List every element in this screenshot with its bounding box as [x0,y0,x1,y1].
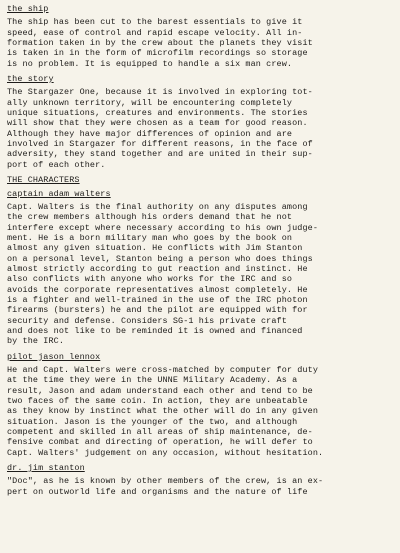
text-line: port of each other. [7,159,106,170]
section-heading: THE CHARACTERS [7,175,80,186]
section-body [7,476,394,497]
section-heading: pilot jason lennox [7,351,101,362]
section-body [7,365,394,458]
text-line: competent and skilled in all areas of ship maintenance, de- [7,427,313,438]
text-line: ally unknown territory, will be encountering completely [7,97,293,108]
section-body [7,202,394,347]
text-line: avoids the corporate representatives almost completely. He [7,284,308,295]
text-line: fensive combat and directing of operation, he will defer to [7,437,313,448]
text-line: by the IRC. [7,336,65,347]
text-line: at the time they were in the UNNE Military Academy. As a [7,375,298,386]
text-line: firearms (bursters) he and the pilot are equipped with for [7,305,308,316]
text-line: is no problem. It is equipped to handle a six man crew. [7,58,293,69]
text-line: "Doc", as he is known by other members of the crew, is an ex- [7,476,324,487]
text-line: unique situations, creatures and environments. The stories [7,108,308,119]
text-line: the crew members although his orders demand that he not [7,212,293,223]
text-line: as they know by instinct what the other will do in any given [7,406,318,417]
text-line: adversity, they stand together and are united in their sup- [7,149,313,160]
section-body [7,17,394,69]
text-line: The ship has been cut to the barest essentials to give it [7,17,303,28]
section-heading: the story [7,74,54,85]
text-line: He and Capt. Walters were cross-matched by computer for duty [7,365,318,375]
section-the-story [7,74,394,170]
text-line: two faces of the same coin. In action, they are unbeatable [7,396,308,407]
text-line: Although they have major differences of opinion and are [7,128,293,139]
section-body [7,87,394,170]
section-pilot-jason-lennox [7,352,394,458]
text-line: pert on outworld life and organisms and the nature of life [7,486,308,497]
section-heading: the ship [7,4,49,14]
section-captain-adam-walters [7,189,394,347]
text-line: situation. Jason is the younger of the two, and although [7,416,298,427]
text-line: almost any given situation. He conflicts with Jim Stanton [7,243,303,254]
text-line: The Stargazer One, because it is involved in exploring tot- [7,87,313,98]
section-the-ship [7,4,394,69]
text-line: almost strictly according to gut reaction and instinct. He [7,263,308,274]
section-heading: dr. jim stanton [7,463,85,474]
text-line: formation taken in by the crew about the planets they visit [7,38,313,49]
section-the-characters [7,175,394,188]
text-line: security and defense. Considers SG-1 his private craft [7,315,287,326]
text-line: is taken in in the form of microfilm recordings so storage [7,48,308,59]
text-line: involved in Stargazer for different reasons, in the face of [7,139,313,150]
text-line: interfere except where necessary according to his own judge- [7,222,318,233]
text-line: ment. He is a born military man who goes by the book on [7,232,293,243]
text-line: is a fighter and well-trained in the use of the IRC photon [7,294,308,305]
section-heading: captain adam walters [7,188,111,199]
text-line: on a personal level, Stanton being a person who does things [7,253,313,264]
text-line: result, Jason and adam understand each other and tend to be [7,385,313,396]
text-line: Capt. Walters is the final authority on any disputes among [7,201,308,212]
text-line: Capt. Walters' judgement on any occasion, without hesitation. [7,447,324,458]
section-dr-jim-stanton [7,463,394,497]
text-line: speed, ease of control and rapid escape velocity. All in- [7,27,303,38]
text-line: also conflicts with anyone who works for the IRC and so [7,274,293,285]
text-line: will show that they were chosen as a team for good reason. [7,118,308,129]
text-line: and does not like to be reminded it is owned and financed [7,325,303,336]
